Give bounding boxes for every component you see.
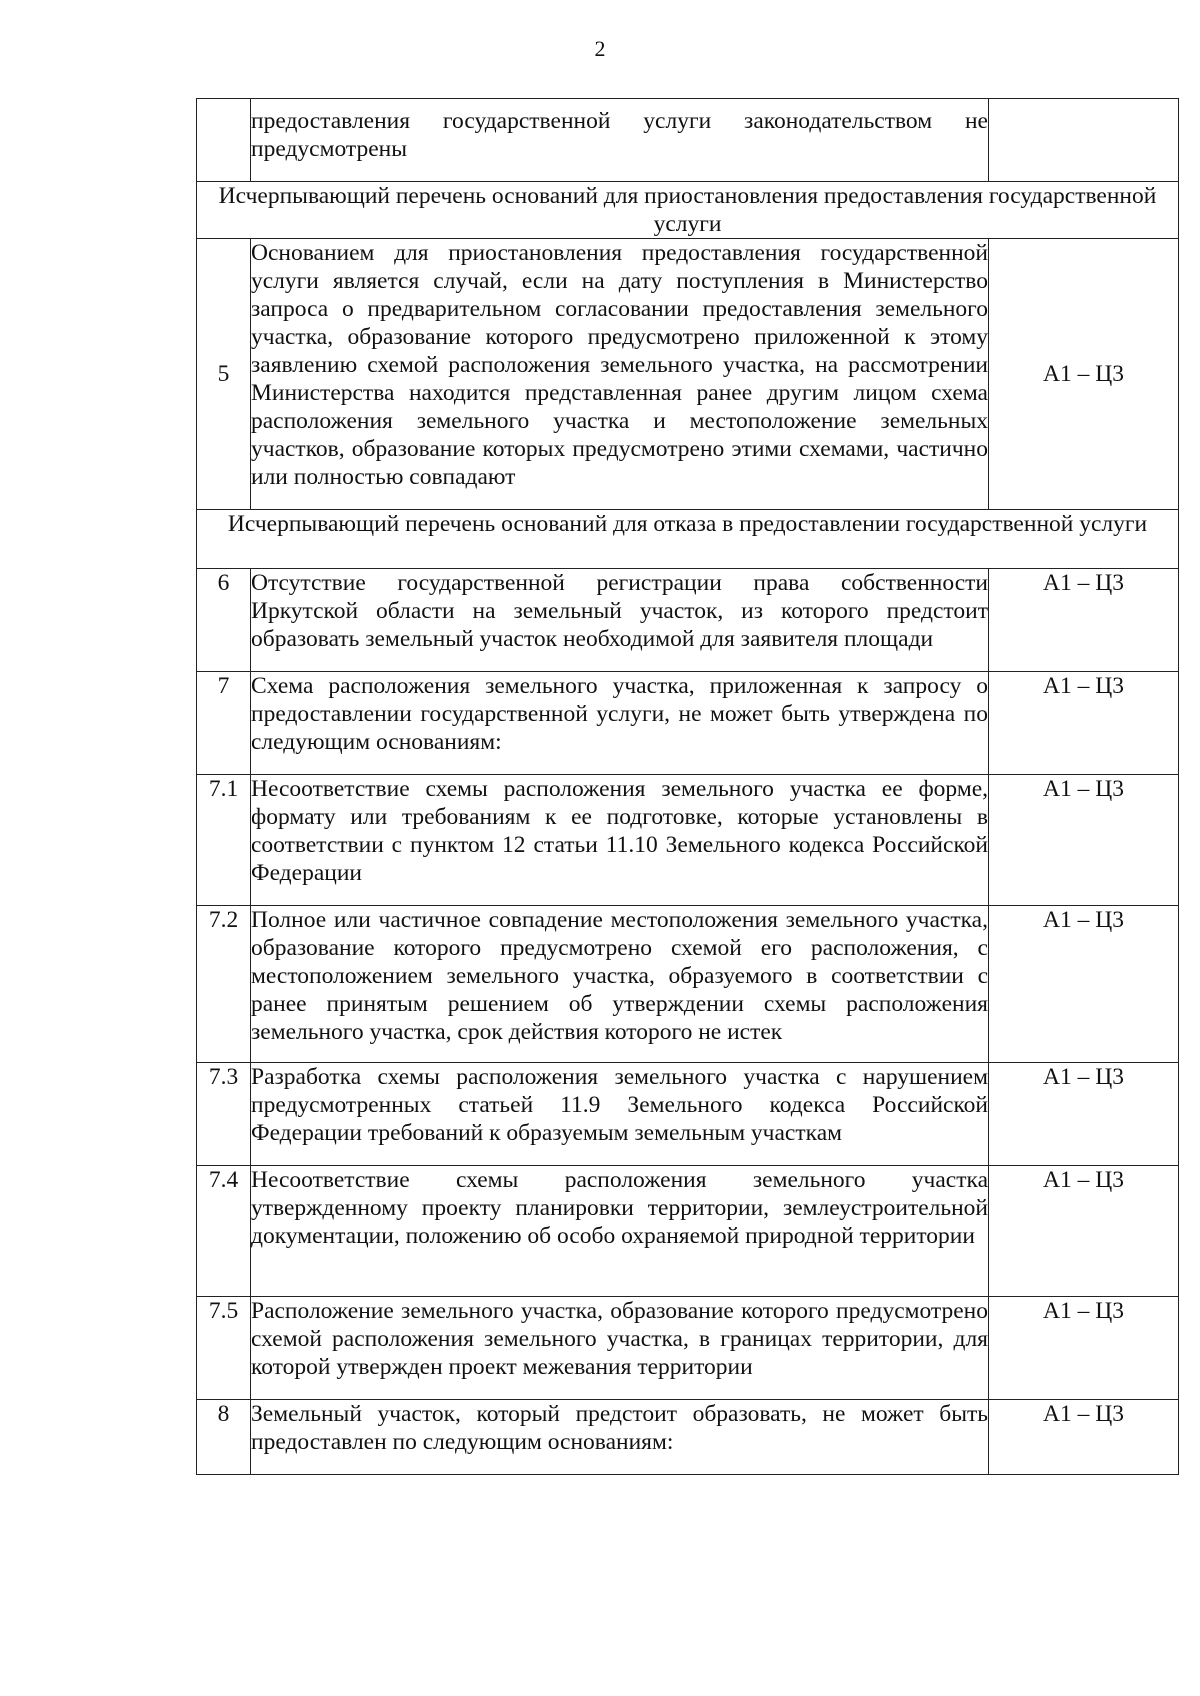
row-number: 7.2 bbox=[197, 906, 251, 1063]
row-number: 7.5 bbox=[197, 1297, 251, 1400]
row-code: А1 – Ц3 bbox=[989, 569, 1179, 672]
row-number: 8 bbox=[197, 1400, 251, 1475]
table-row bbox=[197, 99, 1179, 182]
row-code: А1 – Ц3 bbox=[989, 906, 1179, 1063]
table-row bbox=[197, 1297, 1179, 1400]
row-number: 7.3 bbox=[197, 1063, 251, 1166]
row-code: А1 – Ц3 bbox=[989, 672, 1179, 775]
row-code: А1 – Ц3 bbox=[989, 239, 1179, 510]
table-row bbox=[197, 569, 1179, 672]
row-text: Несоответствие схемы расположения земельного участка утвержденному проекту планировки территории, землеустроительной документации, положению об особо охраняемой природной территории bbox=[251, 1166, 989, 1297]
row-code: А1 – Ц3 bbox=[989, 1063, 1179, 1166]
row-text: Полное или частичное совпадение местоположения земельного участка, образование которого предусмотрено схемой его расположения, с местоположением земельного участка, образуемого в соответствии с ранее принятым решением об утверждении схемы расположения земельного участка, срок действия которого не истек bbox=[251, 906, 989, 1063]
row-text: Расположение земельного участка, образование которого предусмотрено схемой расположения земельного участка, в границах территории, для которой утвержден проект межевания территории bbox=[251, 1297, 989, 1400]
table-row bbox=[197, 1063, 1179, 1166]
table-row bbox=[197, 1166, 1179, 1297]
section-header-row bbox=[197, 182, 1179, 239]
row-text: Основанием для приостановления предоставления государственной услуги является случай, если на дату поступления в Министерство запроса о предварительном согласовании предоставления земельного участка, образование которого предусмотрено приложенной к этому заявлению схемой расположения земельного участка, на рассмотрении Министерства находится представленная ранее другим лицом схема расположения земельного участка и местоположение земельных участков, образование которых предусмотрено этими схемами, частично или полностью совпадают bbox=[251, 239, 989, 510]
row-code: А1 – Ц3 bbox=[989, 1166, 1179, 1297]
row-number bbox=[197, 99, 251, 182]
table-row bbox=[197, 775, 1179, 906]
section-header-row bbox=[197, 510, 1179, 569]
row-number: 7.4 bbox=[197, 1166, 251, 1297]
grounds-table bbox=[196, 98, 1179, 1475]
row-text: Несоответствие схемы расположения земельного участка ее форме, формату или требованиям к ее подготовке, которые установлены в соответствии с пунктом 12 статьи 11.10 Земельного кодекса Российской Федерации bbox=[251, 775, 989, 906]
row-text: Земельный участок, который предстоит образовать, не может быть предоставлен по следующим основаниям: bbox=[251, 1400, 989, 1475]
row-text: Разработка схемы расположения земельного участка с нарушением предусмотренных статьей 11.9 Земельного кодекса Российской Федерации требований к образуемым земельным участкам bbox=[251, 1063, 989, 1166]
row-code bbox=[989, 99, 1179, 182]
row-code: А1 – Ц3 bbox=[989, 775, 1179, 906]
row-number: 5 bbox=[197, 239, 251, 510]
page-number: 2 bbox=[594, 36, 606, 61]
row-number: 7 bbox=[197, 672, 251, 775]
row-number: 6 bbox=[197, 569, 251, 672]
row-text: Схема расположения земельного участка, приложенная к запросу о предоставлении государственной услуги, не может быть утверждена по следующим основаниям: bbox=[251, 672, 989, 775]
row-text: Отсутствие государственной регистрации права собственности Иркутской области на земельный участок, из которого предстоит образовать земельный участок необходимой для заявителя площади bbox=[251, 569, 989, 672]
section-heading: Исчерпывающий перечень оснований для приостановления предоставления государственной услуги bbox=[197, 182, 1179, 239]
table-row bbox=[197, 672, 1179, 775]
row-number: 7.1 bbox=[197, 775, 251, 906]
row-code: А1 – Ц3 bbox=[989, 1400, 1179, 1475]
row-text: предоставления государственной услуги законодательством не предусмотрены bbox=[251, 99, 989, 182]
table-row bbox=[197, 239, 1179, 510]
table-row bbox=[197, 906, 1179, 1063]
table-row bbox=[197, 1400, 1179, 1475]
row-code: А1 – Ц3 bbox=[989, 1297, 1179, 1400]
section-heading: Исчерпывающий перечень оснований для отказа в предоставлении государственной услуги bbox=[197, 510, 1179, 569]
